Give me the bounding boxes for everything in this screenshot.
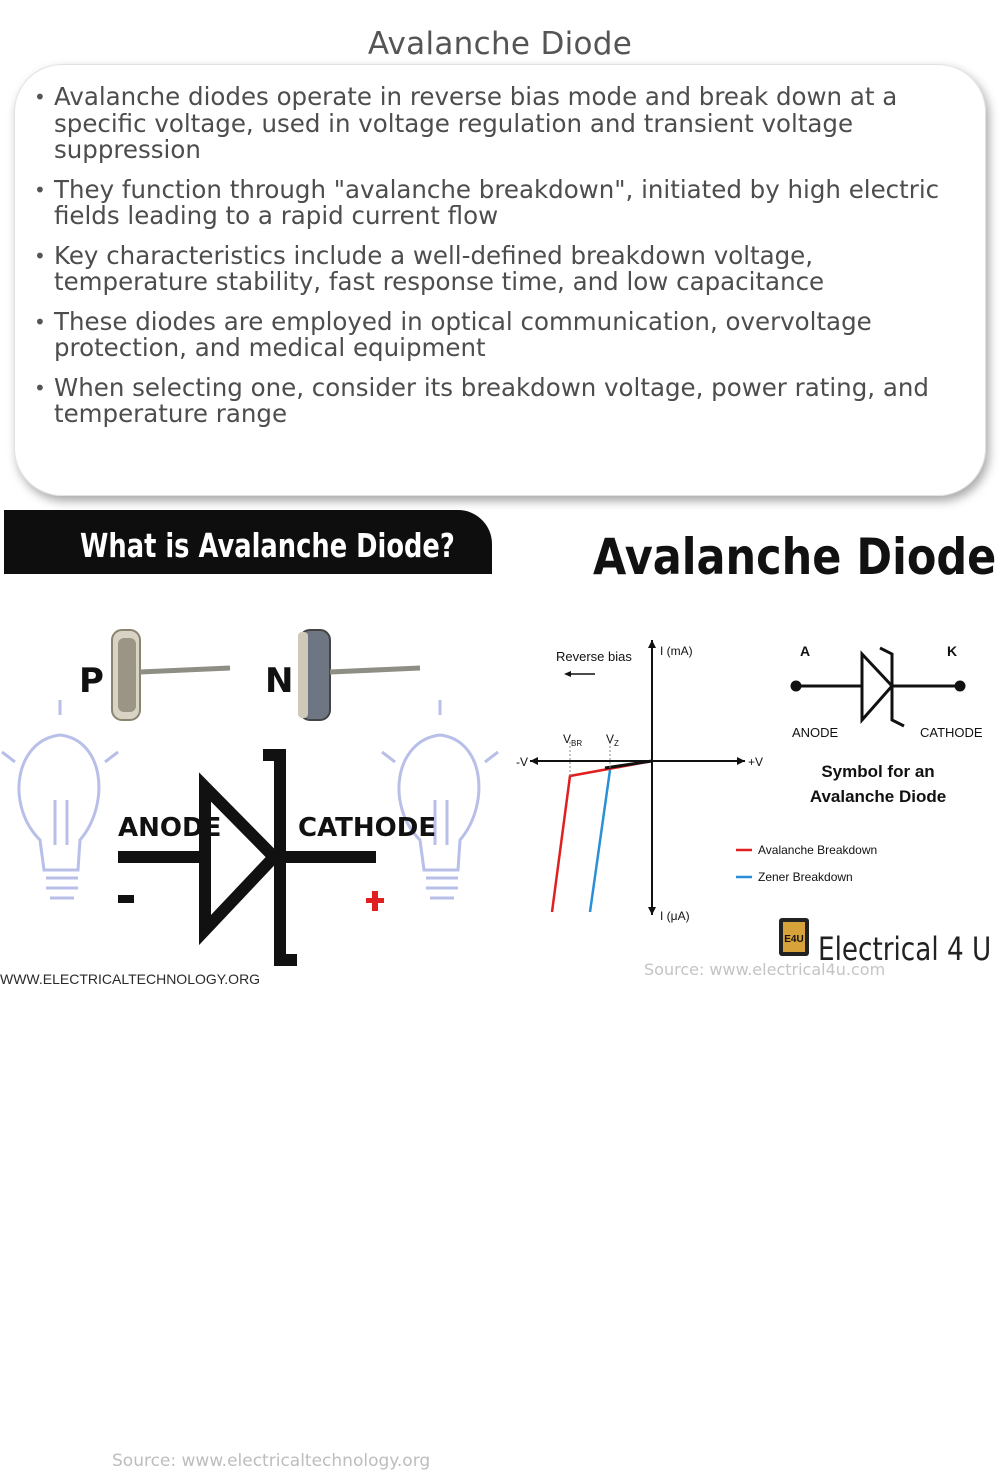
p-label: P (79, 661, 104, 701)
x-pos-label: +V (748, 755, 764, 769)
bullet-list (34, 84, 964, 441)
avalanche-diode-symbol (792, 648, 964, 726)
symbol-anode-label: ANODE (792, 725, 839, 740)
page-title: Avalanche Diode (367, 26, 633, 62)
logo-badge-text: E4U (784, 934, 804, 945)
n-label: N (265, 661, 294, 701)
minus-sign (118, 895, 134, 903)
y-axis-arrow (648, 640, 656, 648)
bullet-item: • When selecting one, consider its breakdown voltage, power rating, and temperature range (34, 375, 964, 428)
x-axis-arrow-left (530, 757, 538, 765)
left-banner-text: What is Avalanche Diode? (80, 526, 455, 565)
reverse-bias-label: Reverse bias (556, 649, 632, 664)
x-axis-arrow (737, 757, 745, 765)
vbr-label: $V_{BR}$ (563, 732, 583, 748)
y-axis-arrow-bottom (648, 907, 656, 915)
legend-zener-label: Zener Breakdown (758, 870, 853, 884)
bullet-item: • Key characteristics include a well-defined breakdown voltage, temperature stability, fast response time, and low capacitance (34, 243, 964, 296)
symbol-caption-line2: Avalanche Diode (809, 787, 947, 806)
source-left: Source: www.electricaltechnology.org (112, 1451, 431, 1471)
right-title: Avalanche Diode (593, 528, 997, 586)
diode-symbol (118, 755, 376, 960)
source-right: Source: www.electrical4u.com (644, 960, 886, 979)
symbol-a-label: A (800, 643, 811, 659)
cathode-label: CATHODE (298, 813, 437, 843)
bullet-item: • These diodes are employed in optical communication, overvoltage protection, and medical equipment (34, 309, 964, 362)
avalanche-curve (552, 761, 652, 912)
e4u-logo-icon (779, 918, 809, 956)
forward-curve (605, 761, 652, 768)
reverse-bias-arrowhead (564, 671, 571, 677)
lightbulb-icon-left (2, 700, 118, 898)
anode-label: ANODE (118, 813, 222, 843)
p-diode-component (112, 630, 230, 720)
y-top-label: I (mA) (660, 644, 693, 658)
symbol-cathode-label: CATHODE (920, 725, 983, 740)
watermark-left: WWW.ELECTRICALTECHNOLOGY.ORG (0, 971, 261, 987)
lightbulb-icon-right (382, 700, 498, 898)
y-bottom-label: I (μA) (660, 909, 690, 923)
n-diode-component (298, 630, 420, 720)
legend-avalanche-label: Avalanche Breakdown (758, 843, 878, 857)
x-neg-label: -V (516, 755, 528, 769)
vz-label: $V_Z$ (606, 732, 619, 748)
bullet-item: • They function through "avalanche breakdown", initiated by high electric fields leading to a rapid current flow (34, 177, 964, 230)
bullet-item: • Avalanche diodes operate in reverse bias mode and break down at a specific voltage, used in voltage regulation and transient voltage suppression (34, 84, 964, 164)
left-illustration (0, 500, 500, 1471)
plus-sign (366, 891, 384, 911)
symbol-k-label: K (947, 643, 958, 659)
zener-curve (590, 770, 610, 912)
symbol-caption-line1: Symbol for an (821, 762, 935, 781)
left-diagram-svg (0, 500, 500, 1000)
logo-text: Electrical 4 U (818, 930, 992, 968)
